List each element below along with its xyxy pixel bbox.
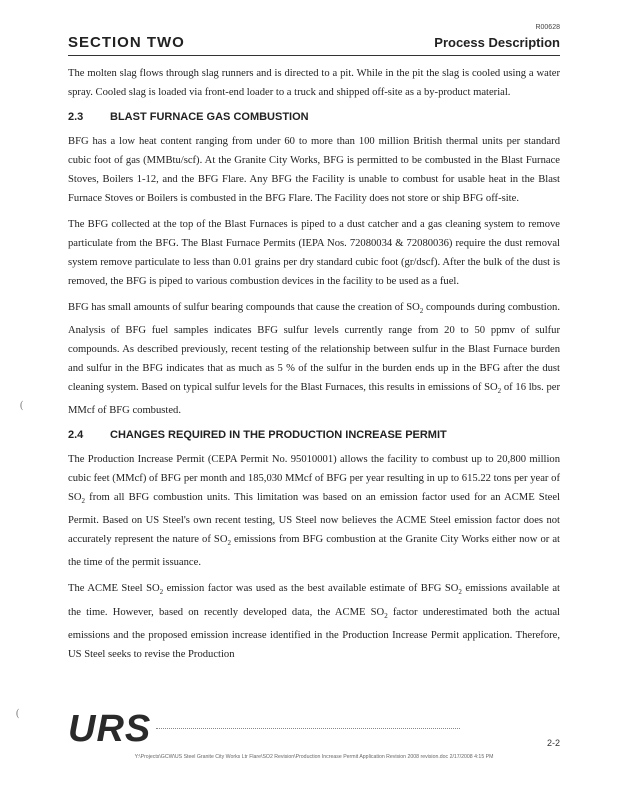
section-heading-text: CHANGES REQUIRED IN THE PRODUCTION INCREASE PERMIT <box>110 429 447 442</box>
paragraph-bfg-collection: The BFG collected at the top of the Blast Furnaces is piped to a dust catcher and a gas cleaning system to remove particulate from the BFG. The Blast Furnace Permits (IEPA Nos. 72080034 & 72080036) require the dust removal system remove particulate to less than 0.01 grains per dry standard cubic foot (gr/dscf). After the bulk of the dust is removed, the BFG is piped to various combustion devices in the facility to be used as a fuel. <box>68 219 560 287</box>
section-label: SECTION TWO <box>68 34 185 51</box>
section-title: Process Description <box>434 35 560 50</box>
paragraph-production-permit: The Production Increase Permit (CEPA Permit No. 95010001) allows the facility to combust up to 20,800 million cubic feet (MMcf) of BFG per month and 185,030 MMcf of BFG per year resulting in up to 615.22 tons per year of $SO_2$ from all BFG combustion units. This limitation was based on an emission factor used for an ACME Steel Permit. Based on US Steel's own recent testing, US Steel now believes the ACME Steel emission factor does not accurately represent the nature of $SO_2$ emissions from BFG combustion at the Granite City Works either now or at the time of the permit issuance. <box>68 454 560 569</box>
document-body <box>68 64 560 671</box>
section-number: 2.3 <box>68 111 84 123</box>
footer-dotted-rule <box>156 728 460 729</box>
page-footer <box>68 708 560 760</box>
margin-mark: ( <box>16 708 20 719</box>
paragraph-bfg-sulfur: BFG has small amounts of sulfur bearing compounds that cause the creation of $SO_2$ compounds during combustion. Analysis of BFG fuel samples indicates BFG sulfur levels currently range from 20 to 50 ppmv of sulfur compounds. As described previously, recent testing of the relationship between sulfur in the Blast Furnace burden and sulfur in the BFG indicates that as much as 5 % of the sulfur in the burden ends up in the BFG after the dust cleaning system. Based on typical sulfur levels for the Blast Furnaces, this results in emissions of $SO_2$ of 16 lbs. per MMcf of BFG combusted. <box>68 302 560 417</box>
document-id: R00628 <box>535 24 560 31</box>
paragraph-acme-factor: The ACME Steel $SO_2$ emission factor was used as the best available estimate of BFG $SO_2$ emissions available at the time. However, based on recently developed data, the ACME $SO_2$ factor underestimated both the actual emissions and the proposed emission increase identified in the Production Increase Permit application. Therefore, US Steel seeks to revise the Production <box>68 583 560 660</box>
paragraph-bfg-heat-content: BFG has a low heat content ranging from under 60 to more than 100 million British thermal units per standard cubic foot of gas (MMBtu/scf). At the Granite City Works, BFG is permitted to be combusted in the Blast Furnace Stoves, Boilers 1-12, and the BFG Flare. Any BFG the Facility is unable to combust for usable heat in the Blast Furnace Stoves or Boilers is combusted in the BFG Flare. The Facility does not store or ship BFG off-site. <box>68 136 560 204</box>
section-heading-2-3 <box>68 111 560 123</box>
section-heading-2-4 <box>68 429 560 441</box>
margin-mark: ( <box>20 400 24 411</box>
page-number: 2-2 <box>546 738 560 748</box>
file-path: Y:\Projects\GCW\US Steel Granite City Works Ltr Flare\SO2 Revision\Production Increase Permit Application Revision 2008 revision.doc 2/17/2008 4:15 PM <box>134 754 494 760</box>
urs-logo: URS <box>68 708 152 750</box>
header-divider <box>68 55 560 56</box>
intro-paragraph: The molten slag flows through slag runners and is directed to a pit. While in the pit the slag is cooled using a water spray. Cooled slag is loaded via front-end loader to a truck and shipped off-site as a by-product material. <box>68 68 560 98</box>
section-number: 2.4 <box>68 429 84 442</box>
section-heading-text: BLAST FURNACE GAS COMBUSTION <box>110 111 309 123</box>
